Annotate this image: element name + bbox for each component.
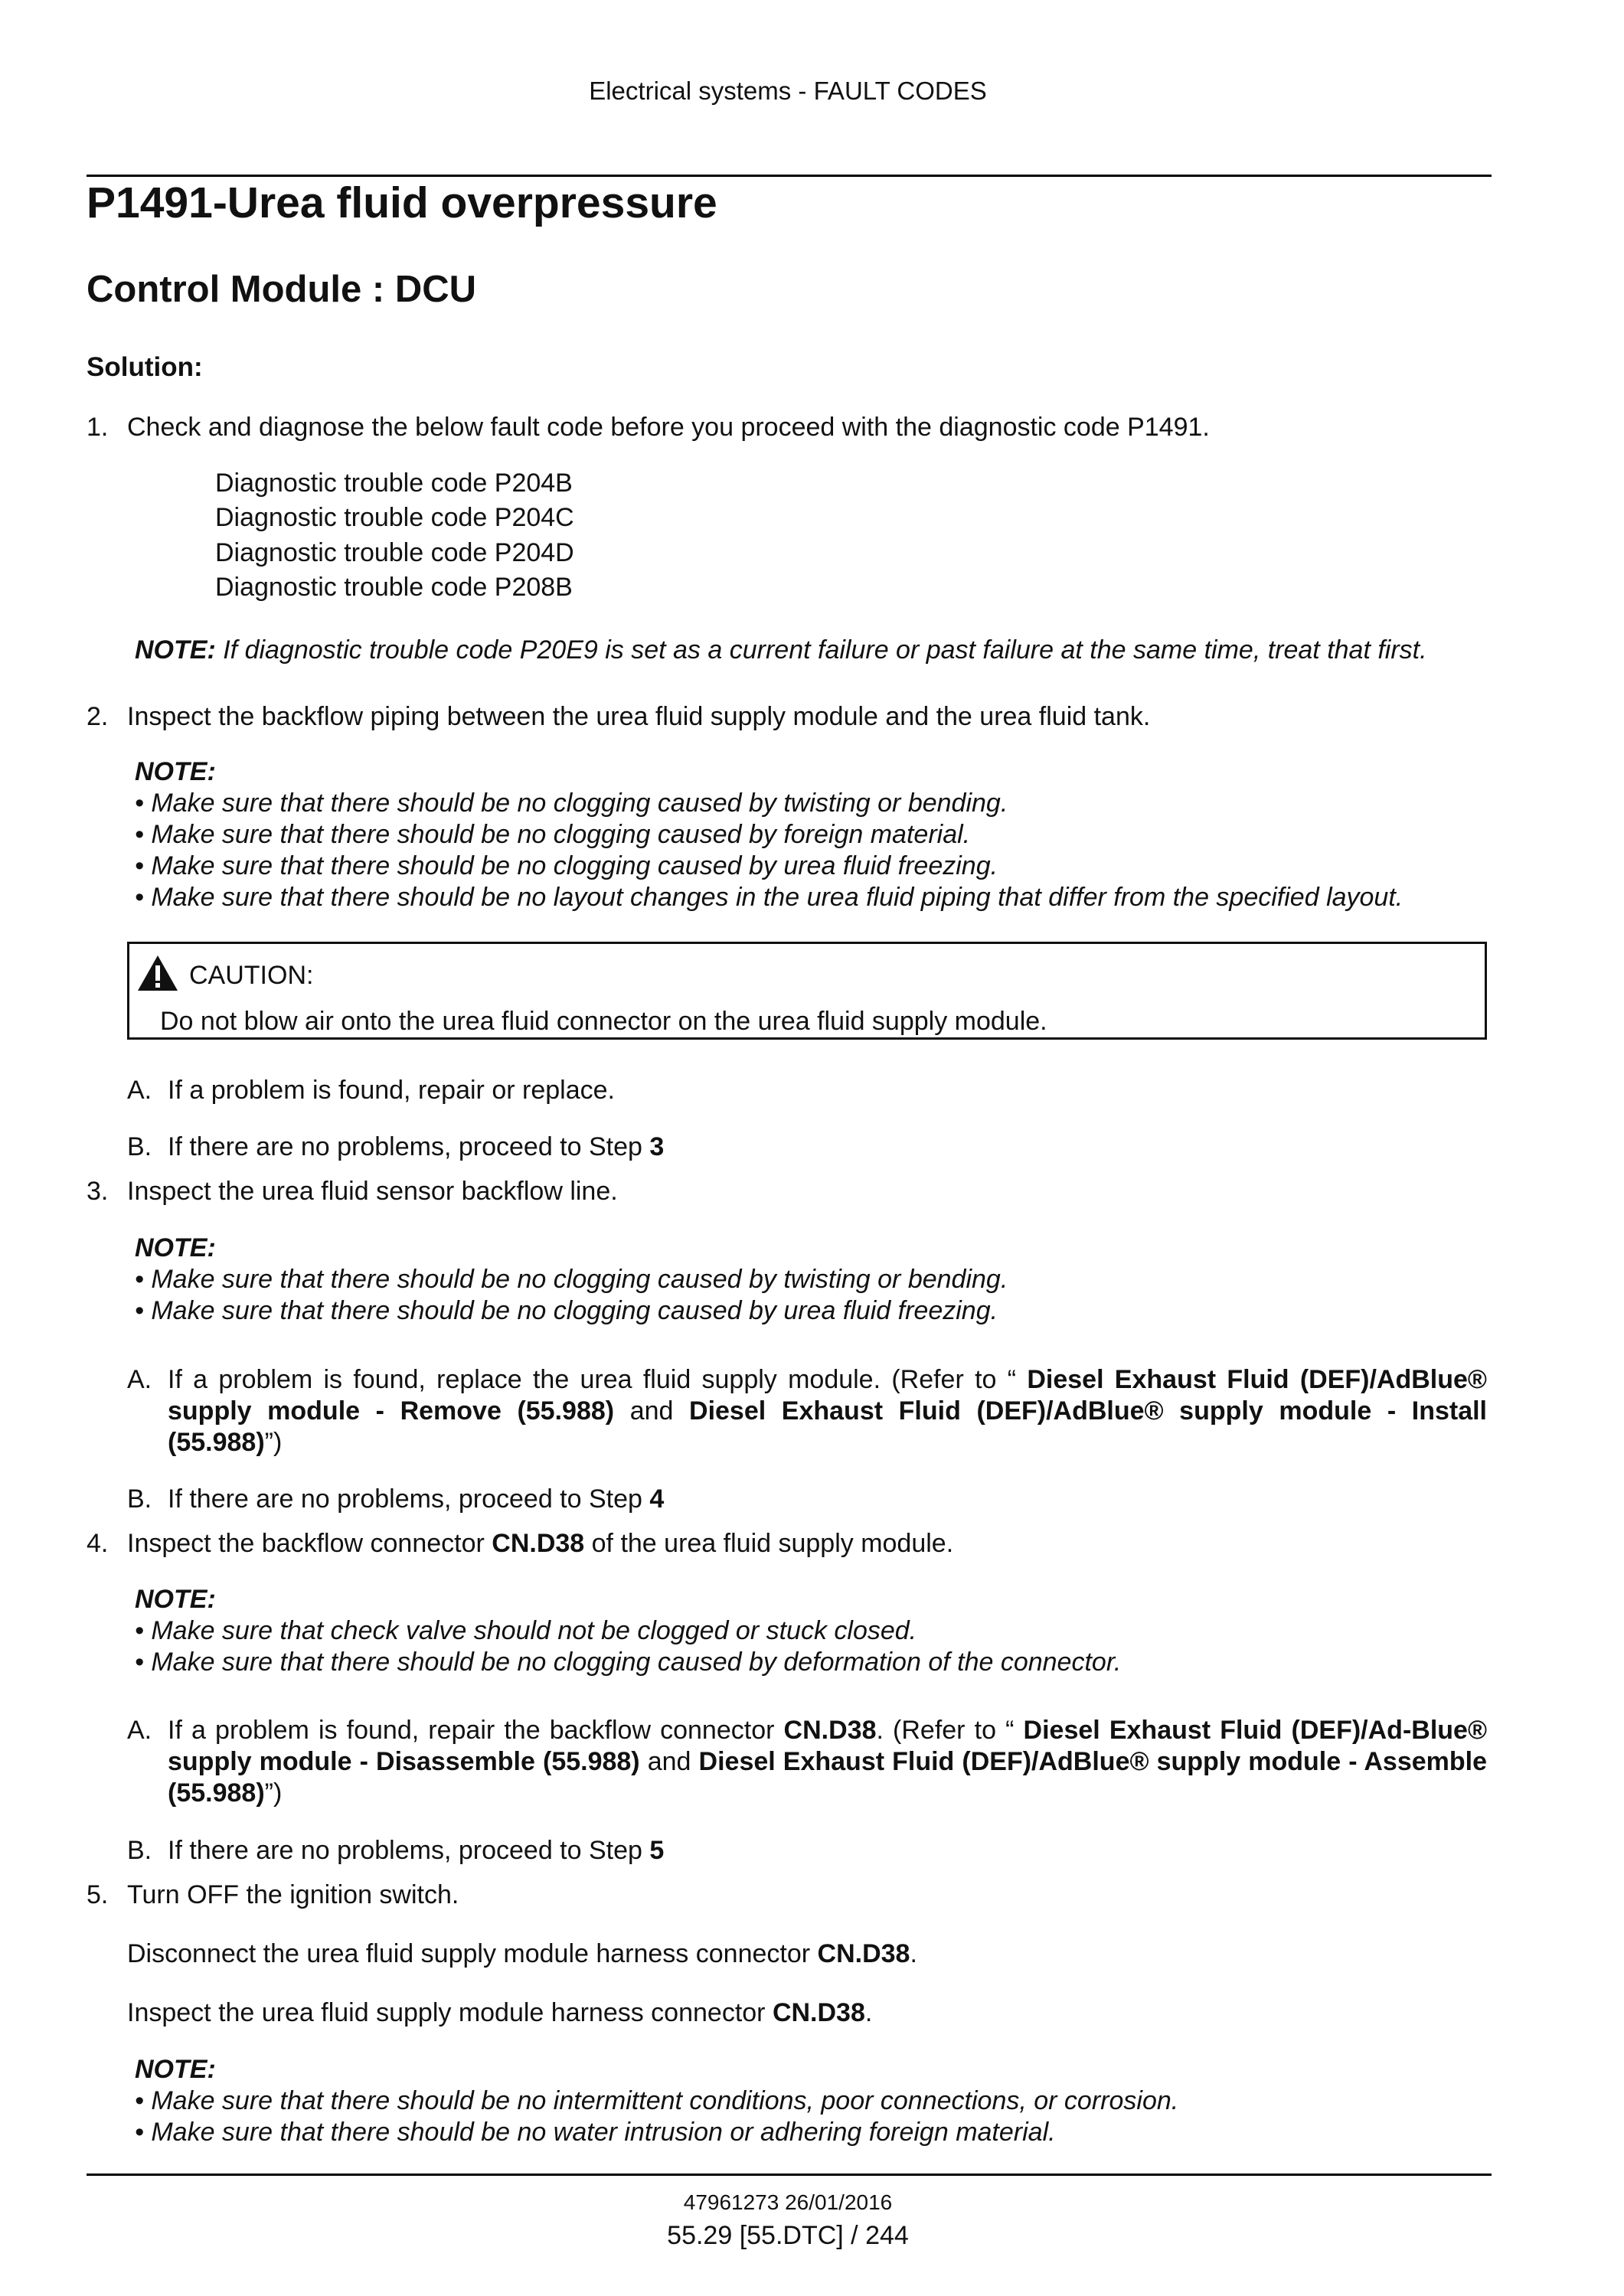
step-3-number: 3. [87,1177,109,1206]
substep-text-part: If a problem is found, replace the urea fluid supply module. (Refer to “ [168,1365,1028,1394]
substep-text-part: If a problem is found, repair the backflow connector [168,1716,784,1745]
code-item: Diagnostic trouble code P208B [215,573,573,602]
substep-text [168,1835,664,1867]
paragraph-end: . [910,1939,917,1968]
note-item: • Make sure that there should be no water intrusion or adhering foreign material. [135,2118,1056,2147]
paragraph-end: . [864,1998,873,2027]
step-text-part: Inspect the backflow connector [127,1529,492,1558]
note-item: • Make sure that there should be no clogging caused by deformation of the connector. [135,1648,1122,1677]
note-item: • Make sure that there should be no clogging caused by twisting or bending. [135,789,1008,818]
connector-id: CN.D38 [783,1716,877,1745]
step-5-paragraph [127,1997,872,2029]
substep-letter: B. [127,1484,152,1514]
closing-quote: ”) [264,1778,283,1808]
substep-text [168,1132,664,1163]
substep-letter: B. [127,1132,152,1161]
substep-letter: B. [127,1836,152,1865]
footer-rule [87,2174,1492,2176]
step-1-number: 1. [87,413,109,442]
note-item: • Make sure that there should be no layout changes in the urea fluid piping that differ from the specified layout. [135,883,1403,912]
conjunction: and [639,1747,699,1776]
reference-link[interactable]: Diesel Exhaust Fluid (DEF)/AdBlue® supply module - Install (55.988) [168,1396,1487,1457]
reference-link[interactable]: Diesel Exhaust Fluid (DEF)/Ad-Blue® supply module - Disassemble (55.988) [168,1716,1487,1776]
substep-text [168,1364,1487,1458]
note-item: • Make sure that there should be no clogging caused by urea fluid freezing. [135,851,998,880]
caution-text: Do not blow air onto the urea fluid connector on the urea fluid supply module. [160,1007,1047,1036]
step-4-number: 4. [87,1529,109,1558]
paragraph-text: Inspect the urea fluid supply module harness connector [127,1998,773,2027]
proceed-text: If there are no problems, proceed to Step [168,1132,650,1161]
paragraph-text: Disconnect the urea fluid supply module harness connector [127,1939,818,1968]
note-label: NOTE: [135,757,216,786]
substep-letter: A. [127,1365,152,1394]
substep-text: If a problem is found, repair or replace. [168,1076,615,1105]
control-module-heading: Control Module : DCU [87,269,476,310]
step-1-note [135,635,1427,666]
connector-id: CN.D38 [492,1529,585,1558]
connector-id: CN.D38 [817,1939,910,1968]
note-text: If diagnostic trouble code P20E9 is set as a current failure or past failure at the same time, treat that first. [215,635,1427,665]
connector-id: CN.D38 [772,1998,865,2027]
note-item: • Make sure that there should be no intermittent conditions, poor connections, or corrosion. [135,2086,1179,2115]
code-item: Diagnostic trouble code P204B [215,469,573,498]
step-link[interactable]: 5 [649,1836,665,1865]
step-3-text: Inspect the urea fluid sensor backflow line. [127,1177,618,1206]
note-item: • Make sure that there should be no clogging caused by twisting or bending. [135,1265,1008,1294]
step-5-text: Turn OFF the ignition switch. [127,1880,459,1909]
step-link[interactable]: 4 [649,1484,665,1514]
header-rule [87,175,1492,177]
note-item: • Make sure that there should be no clogging caused by foreign material. [135,820,971,849]
step-2-number: 2. [87,702,109,731]
closing-quote: ”) [264,1428,283,1457]
note-item: • Make sure that there should be no clogging caused by urea fluid freezing. [135,1296,998,1325]
step-5-number: 5. [87,1880,109,1909]
step-5-paragraph [127,1938,917,1970]
footer-doc-id: 47961273 26/01/2016 [683,2190,893,2214]
note-label: NOTE: [135,1585,216,1614]
note-item: • Make sure that check valve should not be clogged or stuck closed. [135,1616,917,1645]
step-1-text: Check and diagnose the below fault code before you proceed with the diagnostic code P1491. [127,413,1210,442]
running-header: Electrical systems - FAULT CODES [589,77,987,105]
note-label: NOTE: [135,2055,216,2084]
reference-link[interactable]: Diesel Exhaust Fluid (DEF)/AdBlue® supply module - Remove (55.988) [168,1365,1487,1426]
step-2-text: Inspect the backflow piping between the urea fluid supply module and the urea fluid tank. [127,702,1151,731]
warning-triangle-icon [136,953,180,993]
step-text-part: of the urea fluid supply module. [584,1529,954,1558]
substep-letter: A. [127,1716,152,1745]
solution-label: Solution: [87,352,203,382]
code-item: Diagnostic trouble code P204C [215,503,574,532]
note-label: NOTE: [135,1233,216,1262]
page-title: P1491-Urea fluid overpressure [87,178,717,227]
footer-page-ref: 55.29 [55.DTC] / 244 [667,2221,909,2250]
caution-title: CAUTION: [189,961,314,990]
proceed-text: If there are no problems, proceed to Step [168,1484,650,1514]
reference-link[interactable]: Diesel Exhaust Fluid (DEF)/AdBlue® supply module - Assemble (55.988) [168,1747,1488,1808]
conjunction: and [614,1396,690,1426]
substep-text [168,1484,664,1515]
substep-text [168,1715,1487,1809]
step-link[interactable]: 3 [649,1132,665,1161]
proceed-text: If there are no problems, proceed to Step [168,1836,650,1865]
caution-box [127,942,1487,1040]
note-label: NOTE: [135,635,216,665]
code-item: Diagnostic trouble code P204D [215,538,574,567]
substep-text-part: . (Refer to “ [876,1716,1024,1745]
step-4-text [127,1528,953,1560]
substep-letter: A. [127,1076,152,1105]
